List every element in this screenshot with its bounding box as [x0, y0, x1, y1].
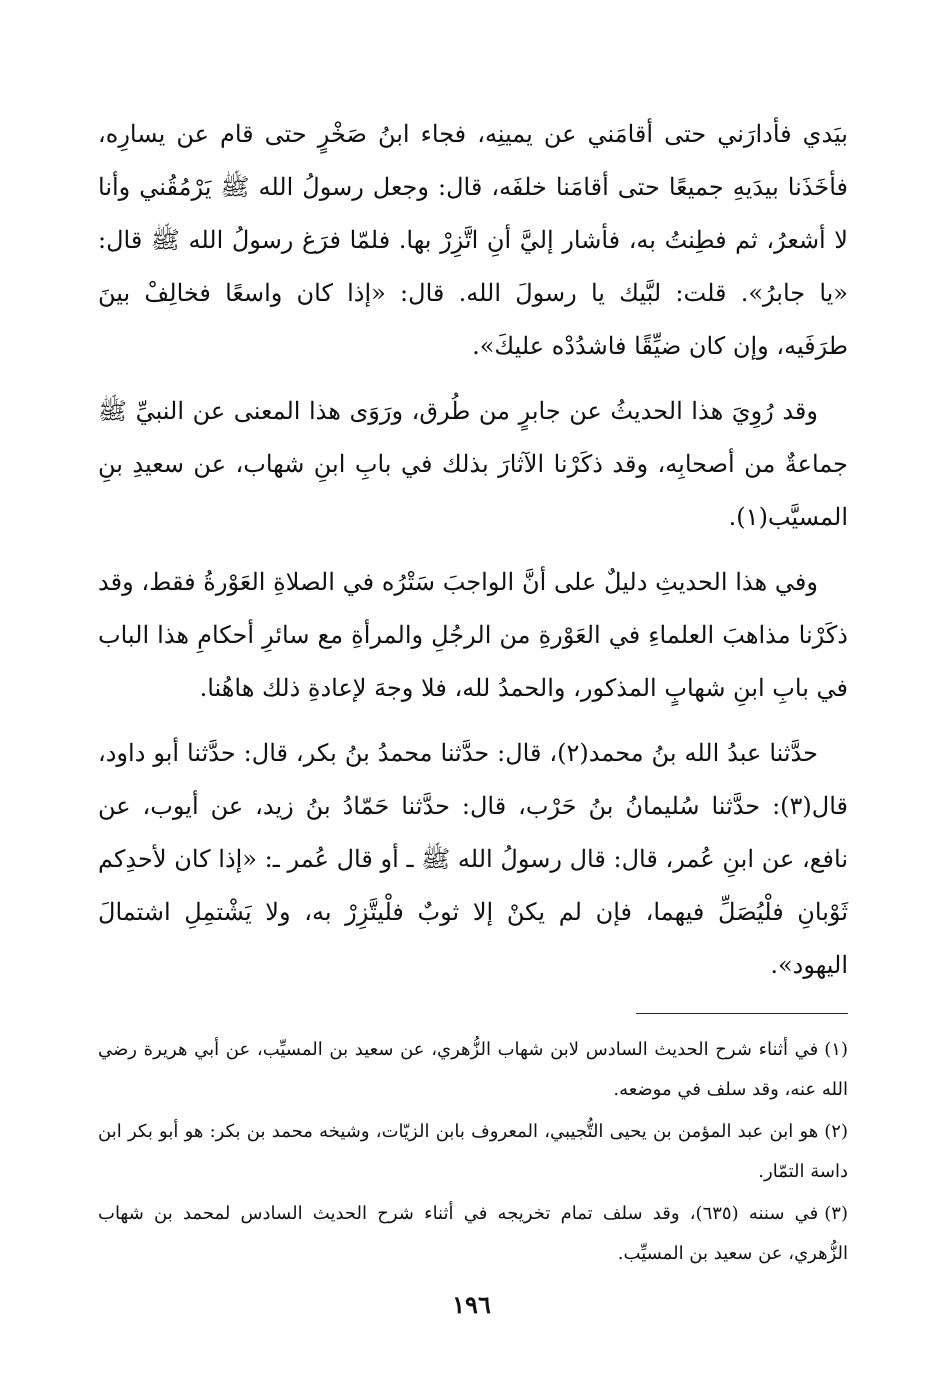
- paragraph-4: حدَّثنا عبدُ الله بنُ محمد(٢)، قال: حدَّثنا محمدُ بنُ بكر، قال: حدَّثنا أبو داود، قال(٣): حدَّثنا سُليمانُ بنُ حَرْب، قال: حدَّثنا حَمّادُ بنُ زيد، عن أيوب، عن نافع، عن ابنِ عُمر، قال: قال رسولُ الله ﷺ ـ أو قال عُمر ـ: «إذا كان لأحدِكم ثَوْبانِ فلْيُصَلِّ فيهما، فإن لم يكنْ إلا ثوبٌ فلْيتَّزِرْ به، ولا يَشْتمِلِ اشتمالَ اليهود».: [98, 739, 848, 979]
- footnote-2: [98, 1112, 848, 1192]
- footnote-text: في أثناء شرح الحديث السادس لابن شهاب الزُّهري، عن سعيد بن المسيِّب، عن أبي هريرة رضي الله عنه، وقد سلف في موضعه.: [98, 1039, 848, 1100]
- paragraph-2: وقد رُوِيَ هذا الحديثُ عن جابرٍ من طُرق، ورَوَى هذا المعنى عن النبيِّ ﷺ جماعةٌ من أصحابِه، وقد ذكَرْنا الآثارَ بذلك في بابِ ابنِ شهاب، عن سعيدِ بنِ المسيَّب(١).: [98, 397, 848, 531]
- footnote-text: في سننه (٦٣٥)، وقد سلف تمام تخريجه في أثناء شرح الحديث السادس لمحمد بن شهاب الزُّهري، عن سعيد بن المسيِّب.: [98, 1203, 848, 1264]
- footnote-3: [98, 1194, 848, 1274]
- footnotes: [98, 1030, 848, 1276]
- footnote-number: (٢): [824, 1121, 848, 1142]
- main-text: [98, 108, 848, 1004]
- footnote-1: [98, 1030, 848, 1110]
- footnote-separator: [636, 1013, 848, 1014]
- footnote-text: هو ابن عبد المؤمن بن يحيى التُّجيبي، المعروف بابن الزيّات، وشيخه محمد بن بكر: هو أبو بكر ابن داسة التمّار.: [98, 1121, 848, 1182]
- footnote-number: (٣): [824, 1203, 848, 1224]
- paragraph-3: وفي هذا الحديثِ دليلٌ على أنَّ الواجبَ سَتْرُه في الصلاةِ العَوْرةُ فقط، وقد ذكَرْنا مذاهبَ العلماءِ في العَوْرةِ من الرجُلِ والمرأةِ مع سائرِ أحكامِ هذا الباب في بابِ ابنِ شهابٍ المذكور، والحمدُ لله، فلا وجهَ لإعادةِ ذلك هاهُنا.: [98, 568, 848, 702]
- footnote-number: (١): [824, 1039, 848, 1060]
- page-number: ١٩٦: [452, 1290, 491, 1319]
- paragraph-1: بيَدي فأدارَني حتى أقامَني عن يمينِه، فجاء ابنُ صَخْرٍ حتى قام عن يسارِه، فأخَذَنا بيدَيهِ جميعًا حتى أقامَنا خلفَه، قال: وجعل رسولُ الله ﷺ يَرْمُقُني وأنا لا أشعرُ، ثم فطِنتُ به، فأشار إليَّ أنِ اتَّزِرْ بها. فلمّا فرَغ رسولُ الله ﷺ قال: «يا جابرُ». قلت: لبَّيك يا رسولَ الله. قال: «إذا كان واسعًا فخالِفْ بينَ طرَفَيه، وإن كان ضيِّقًا فاشدُدْه عليكَ».: [98, 120, 848, 360]
